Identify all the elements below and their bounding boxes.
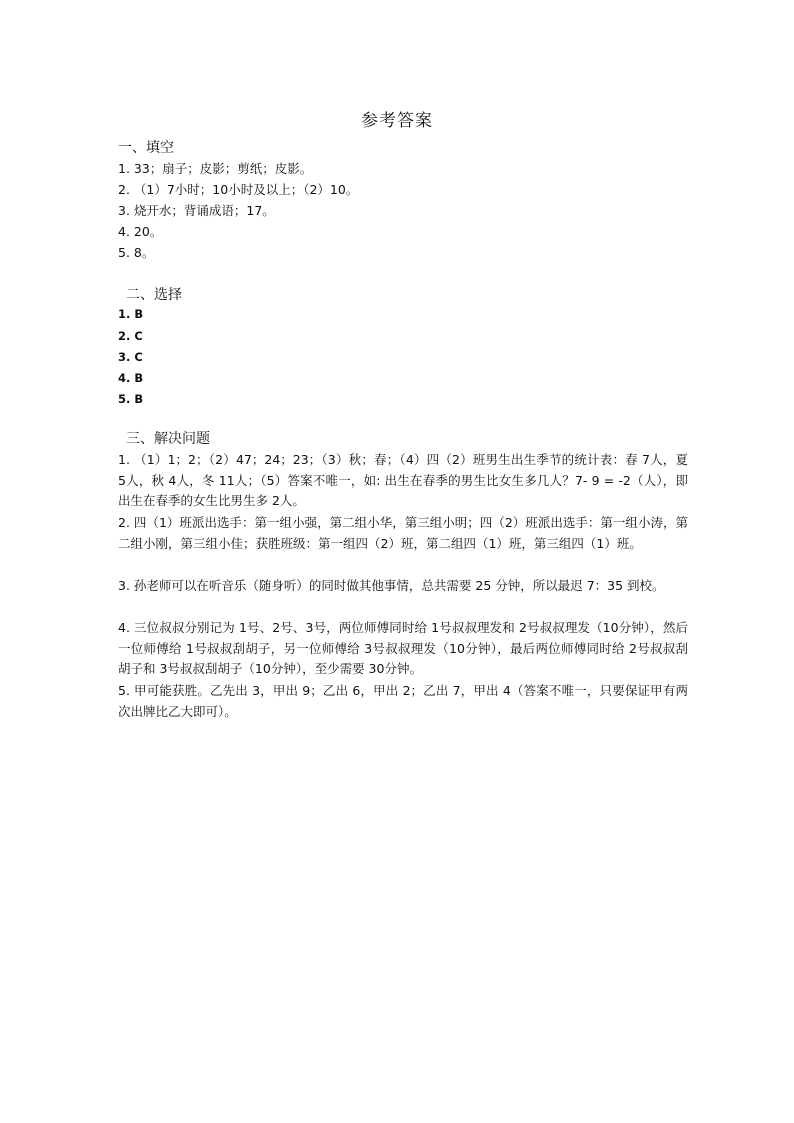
choice-answer-2: 2. C [118,329,143,343]
problem-answer-3: 3. 孙老师可以在听音乐（随身听）的同时做其他事情，总共需要 25 分钟，所以最迟 7：35 到校。 [118,578,665,593]
choice-answer-5: 5. B [118,392,144,406]
problem-answer-4: 4. 三位叔叔分别记为 1号、2号、3号，两位师傅同时给 1号叔叔理发和 2号叔叔理发（10分钟），然后一位师傅给 1号叔叔刮胡子，另一位师傅给 3号叔叔理发（10分钟），最后两位师傅同时给 2号叔叔刮胡子和 3号叔叔刮胡子（10分钟），至少需要 30分钟。 [118,620,688,676]
fill-blank-answer-1: 1. 33；扇子；皮影；剪纸；皮影。 [118,161,313,176]
problem-answer-2: 2. 四（1）班派出选手：第一组小强，第二组小华，第三组小明；四（2）班派出选手：第一组小涛，第二组小刚，第三组小佳；获胜班级：第一组四（2）班，第二组四（1）班，第三组四（1）班。 [118,515,688,551]
fill-blank-answer-2: 2. （1）7小时；10小时及以上；（2）10。 [118,182,359,197]
choice-answer-1: 1. B [118,307,144,321]
section-choice-heading: 二、选择 [126,287,182,303]
problem-answer-5: 5. 甲可能获胜。乙先出 3，甲出 9；乙出 6，甲出 2；乙出 7，甲出 4（答案不唯一，只要保证甲有两次出牌比乙大即可）。 [118,683,688,719]
problem-answer-1: 1. （1）1；2；（2）47；24；23；（3）秋；春；（4）四（2）班男生出生季节的统计表：春 7人，夏 5人，秋 4人，冬 11人；（5）答案不唯一，如: 出生在春季的男生比女生多几人？7- 9 = -2（人），即出生在春季的女生比男生多 2人。 [118,452,688,508]
page-title: 参考答案 [361,111,433,131]
choice-answer-3: 3. C [118,350,143,364]
section-problem-solving-heading: 三、解决问题 [126,431,210,447]
choice-answer-4: 4. B [118,371,144,385]
section-fill-blank-heading: 一、填空 [118,140,174,156]
fill-blank-answer-4: 4. 20。 [118,224,163,239]
fill-blank-answer-3: 3. 烧开水；背诵成语；17。 [118,203,275,218]
fill-blank-answer-5: 5. 8。 [118,245,155,260]
